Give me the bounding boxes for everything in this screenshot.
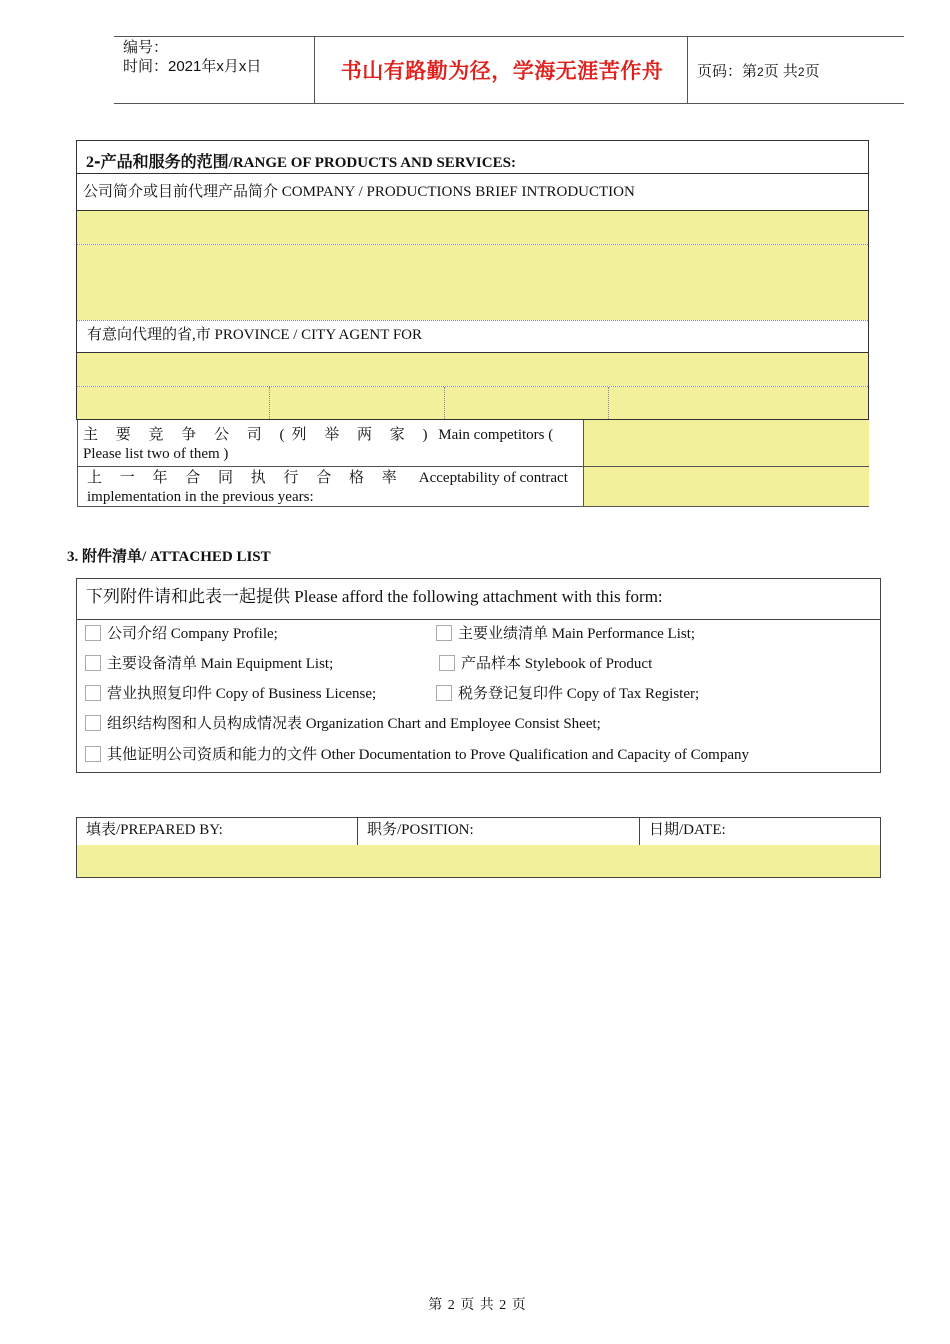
column-divider xyxy=(357,818,358,845)
header-motto: 书山有路勤为径，学海无涯苦作舟 xyxy=(340,58,664,83)
page-footer: 第 2 页 共 2 页 xyxy=(428,1298,527,1313)
attachment-main-equipment[interactable] xyxy=(85,652,333,673)
checkbox[interactable] xyxy=(85,746,101,762)
page-prefix: 页码：第 xyxy=(697,63,758,80)
column-divider xyxy=(639,818,640,845)
checkbox[interactable] xyxy=(85,655,101,671)
header-meta xyxy=(123,38,261,76)
header-divider xyxy=(314,36,315,103)
document-time-label: 时间：2021年x月x日 xyxy=(123,58,262,75)
competitors-input[interactable] xyxy=(584,420,869,466)
section2-title-en: /RANGE OF PRODUCTS AND SERVICES: xyxy=(228,155,516,171)
checkbox[interactable] xyxy=(439,655,455,671)
page-current: 2 xyxy=(757,65,764,79)
attachment-label: 其他证明公司资质和能力的文件 Other Documentation to Prove Qualification and Capacity of Company xyxy=(107,747,749,763)
signoff-table xyxy=(76,817,881,878)
province-cell-2[interactable] xyxy=(270,387,445,419)
page-mid: 页 共 xyxy=(763,63,798,80)
checkbox[interactable] xyxy=(436,685,452,701)
competitors-label-en: Main competitors ( Please list two of them ) xyxy=(83,427,554,462)
province-cell-3[interactable] xyxy=(445,387,609,419)
attachment-label: 公司介绍 Company Profile; xyxy=(107,626,278,642)
attachment-tax-register[interactable] xyxy=(436,682,699,703)
page-total: 2 xyxy=(797,65,805,79)
attachment-organization-chart[interactable] xyxy=(85,712,601,733)
province-cell-4[interactable] xyxy=(609,387,868,419)
competitors-table xyxy=(77,420,869,507)
checkbox[interactable] xyxy=(85,625,101,641)
checkbox[interactable] xyxy=(436,625,452,641)
province-cell-1[interactable] xyxy=(77,387,270,419)
checkbox[interactable] xyxy=(85,715,101,731)
brief-intro-input-1[interactable] xyxy=(77,211,868,244)
products-services-section xyxy=(76,140,869,420)
prepared-by-label: 填表/PREPARED BY: xyxy=(86,822,223,838)
page-suffix: 页 xyxy=(804,63,820,80)
attachment-intro: 下列附件请和此表一起提供 Please afford the following attachment with this form: xyxy=(86,587,663,606)
position-label: 职务/POSITION: xyxy=(367,822,474,838)
brief-intro-input-2[interactable] xyxy=(77,245,868,320)
row-divider xyxy=(77,320,868,321)
section3-title: 3. 附件清单/ ATTACHED LIST xyxy=(67,549,271,565)
header-page-number xyxy=(697,60,820,81)
section2-title xyxy=(86,149,516,172)
attachment-label: 产品样本 Stylebook of Product xyxy=(461,656,653,672)
attachment-label: 主要设备清单 Main Equipment List; xyxy=(107,656,334,672)
competitors-label-cn: 主 要 竞 争 公 司 (列 举 两 家 ) xyxy=(83,427,435,443)
attachment-stylebook[interactable] xyxy=(439,652,652,673)
competitors-label xyxy=(83,426,578,464)
acceptability-label-en: Acceptability of contract implementation in the previous years: xyxy=(87,470,568,505)
date-label: 日期/DATE: xyxy=(649,822,726,838)
province-agent-label: 有意向代理的省,市 PROVINCE / CITY AGENT FOR xyxy=(87,327,423,343)
acceptability-label-cn: 上 一 年 合 同 执 行 合 格 率 xyxy=(87,470,404,486)
checkbox[interactable] xyxy=(85,685,101,701)
attachment-label: 营业执照复印件 Copy of Business License; xyxy=(107,686,377,702)
attachment-main-performance[interactable] xyxy=(436,622,695,643)
attachment-list-box xyxy=(76,578,881,773)
province-agent-input[interactable] xyxy=(77,353,868,386)
header-bottom-rule xyxy=(114,103,904,104)
row-divider xyxy=(77,173,868,174)
signoff-input-row[interactable] xyxy=(77,845,880,877)
attachment-label: 组织结构图和人员构成情况表 Organization Chart and Employee Consist Sheet; xyxy=(107,716,601,732)
attachment-other-documentation[interactable] xyxy=(85,743,749,764)
attachment-label: 税务登记复印件 Copy of Tax Register; xyxy=(458,686,700,702)
attachment-company-profile[interactable] xyxy=(85,622,278,643)
acceptability-input[interactable] xyxy=(584,467,869,506)
brief-intro-label: 公司简介或目前代理产品简介 COMPANY / PRODUCTIONS BRIEF INTRODUCTION xyxy=(83,184,635,200)
attachment-business-license[interactable] xyxy=(85,682,376,703)
acceptability-label xyxy=(87,469,577,507)
document-number-label: 编号： xyxy=(123,39,169,56)
section2-title-num: 2 xyxy=(86,154,94,171)
row-divider xyxy=(77,619,880,620)
section2-title-cn: -产品和服务的范围 xyxy=(94,152,229,171)
attachment-label: 主要业绩清单 Main Performance List; xyxy=(458,626,696,642)
